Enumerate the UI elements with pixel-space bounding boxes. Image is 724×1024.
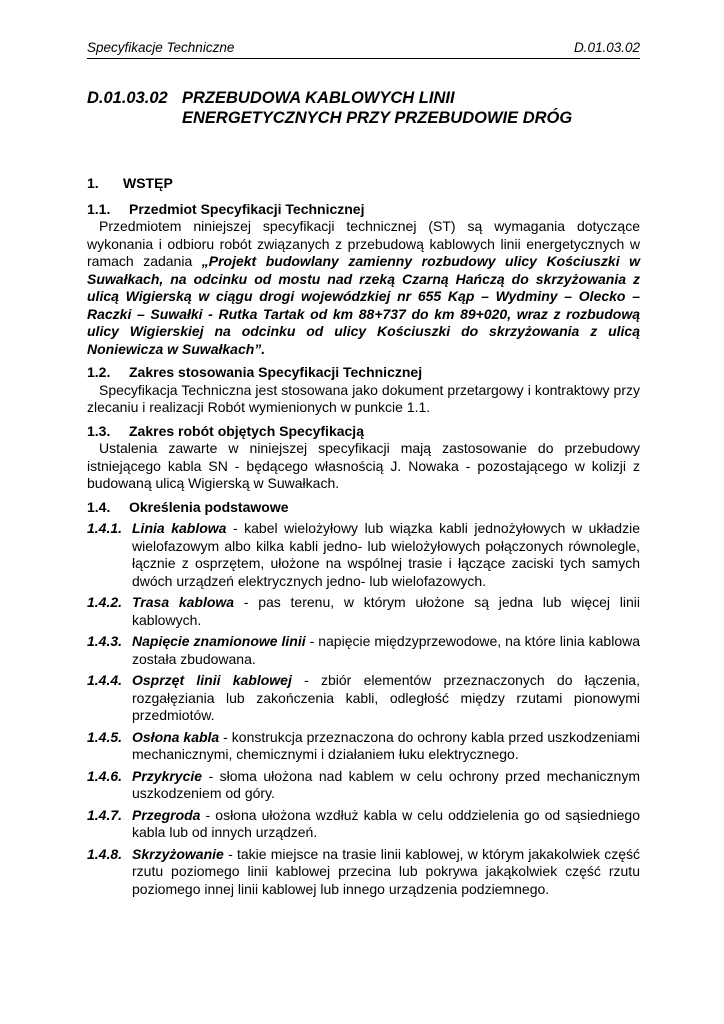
definition-item: 1.4.3. Napięcie znamionowe linii - napięcie międzyprzewodowe, na które linia kablowa została zbudowana.: [87, 633, 641, 667]
definition-item: 1.4.4. Osprzęt linii kablowej - zbiór elementów przeznaczonych do łączenia, rozgałęziania lub zakończenia kabli, odległość między rzutami pionowymi przedmiotów.: [87, 672, 640, 723]
section-1-3-text: Ustalenia zawarte w niniejszej specyfikacji mają zastosowanie do przebudowy istniejącego kabla SN - będącego własnością J. Nowaka - pozostającego w kolizji z budowaną ulicą Wigierską w Suwałkach.: [87, 440, 640, 491]
title-code: D.01.03.02: [87, 89, 168, 107]
section-1-4-heading: 1.4. Określenia podstawowe: [87, 498, 289, 515]
page-header: [87, 40, 640, 59]
definition-item: 1.4.2. Trasa kablowa - pas terenu, w którym ułożone są jedna lub więcej linii kablowych.: [87, 594, 640, 628]
definition-item: 1.4.1. Linia kablowa - kabel wielożyłowy lub wiązka kabli jednożyłowych w układzie wielofazowym albo kilka kabli jedno- lub wielożyłowych połączonych równolegle, łącznie z osprzętem, ułożone na wspólnej trasie i łączące zaciski tych samych dwóch urządzeń elektrycznych jedno- lub wielofazowych.: [87, 520, 640, 589]
section-1-heading: 1. WSTĘP: [87, 175, 173, 191]
definition-item: 1.4.7. Przegroda - osłona ułożona wzdłuż kabla w celu oddzielenia go od sąsiedniego kabla lub od innych urządzeń.: [87, 806, 640, 840]
section-1-3-heading: 1.3. Zakres robót objętych Specyfikacją: [87, 422, 364, 439]
section-1-2-text: Specyfikacja Techniczna jest stosowana jako dokument przetargowy i kontraktowy przy zlecaniu i realizacji Robót wymienionych w punkcie 1.1.: [87, 381, 640, 415]
title-line-2: ENERGETYCZNYCH PRZY PRZEBUDOWIE DRÓG: [182, 109, 573, 127]
title-line-1: PRZEBUDOWA KABLOWYCH LINII: [182, 89, 455, 107]
definition-item: 1.4.6. Przykrycie - słoma ułożona nad kablem w celu ochrony przed mechanicznym uszkodzeniem od góry.: [87, 767, 640, 801]
header-left: Specyfikacje Techniczne: [87, 40, 235, 55]
definition-item: 1.4.5. Osłona kabla - konstrukcja przeznaczona do ochrony kabla przed uszkodzeniami mechanicznymi, chemicznymi i działaniem łuku elektrycznego.: [87, 728, 640, 762]
document-body: [87, 175, 640, 898]
header-right: D.01.03.02: [573, 40, 640, 55]
section-1-2-heading: 1.2. Zakres stosowania Specyfikacji Technicznej: [87, 364, 423, 380]
project-name: „Projekt budowlany zamienny rozbudowy ulicy Kościuszki w Suwałkach, na odcinku od mostu nad rzeką Czarną Hańczą do skrzyżowania z ulicą Wigierską w ciągu drogi wojewódzkiej nr 655 Kąp – Wydminy – Olecko – Raczki – Suwałki - Rutka Tartak od km 88+737 do km 89+020, wraz z rozbudową ulicy Wigierskiej na odcinku od ulicy Kościuszki do skrzyżowania z ulicą Noniewicza w Suwałkach”.: [87, 253, 640, 357]
section-1-1-heading: 1.1. Przedmiot Specyfikacji Technicznej: [87, 200, 365, 217]
section-1-1-text: Przedmiotem niniejszej specyfikacji technicznej (ST) są wymagania dotyczące wykonania i odbioru robót związanych z przebudową kablowych linii energetycznych w ramach zadania „Projekt budowlany zamienny rozbudowy ulicy Kościuszki w Suwałkach, na odcinku od mostu nad rzeką Czarną Hańczą do skrzyżowania z ulicą Wigierską w ciągu drogi wojewódzkiej nr 655 Kąp – Wydminy – Olecko – Raczki – Suwałki - Rutka Tartak od km 88+737 do km 89+020, wraz z rozbudową ulicy Wigierskiej na odcinku od ulicy Kościuszki do skrzyżowania z ulicą Noniewicza w Suwałkach”.: [87, 218, 640, 357]
definition-item: 1.4.8. Skrzyżowanie - takie miejsce na trasie linii kablowej, w którym jakakolwiek część rzutu poziomego linii kablowej przecina lub pokrywa jakąkolwiek część rzutu poziomego innej linii kablowej lub innego urządzenia podziemnego.: [87, 845, 640, 897]
